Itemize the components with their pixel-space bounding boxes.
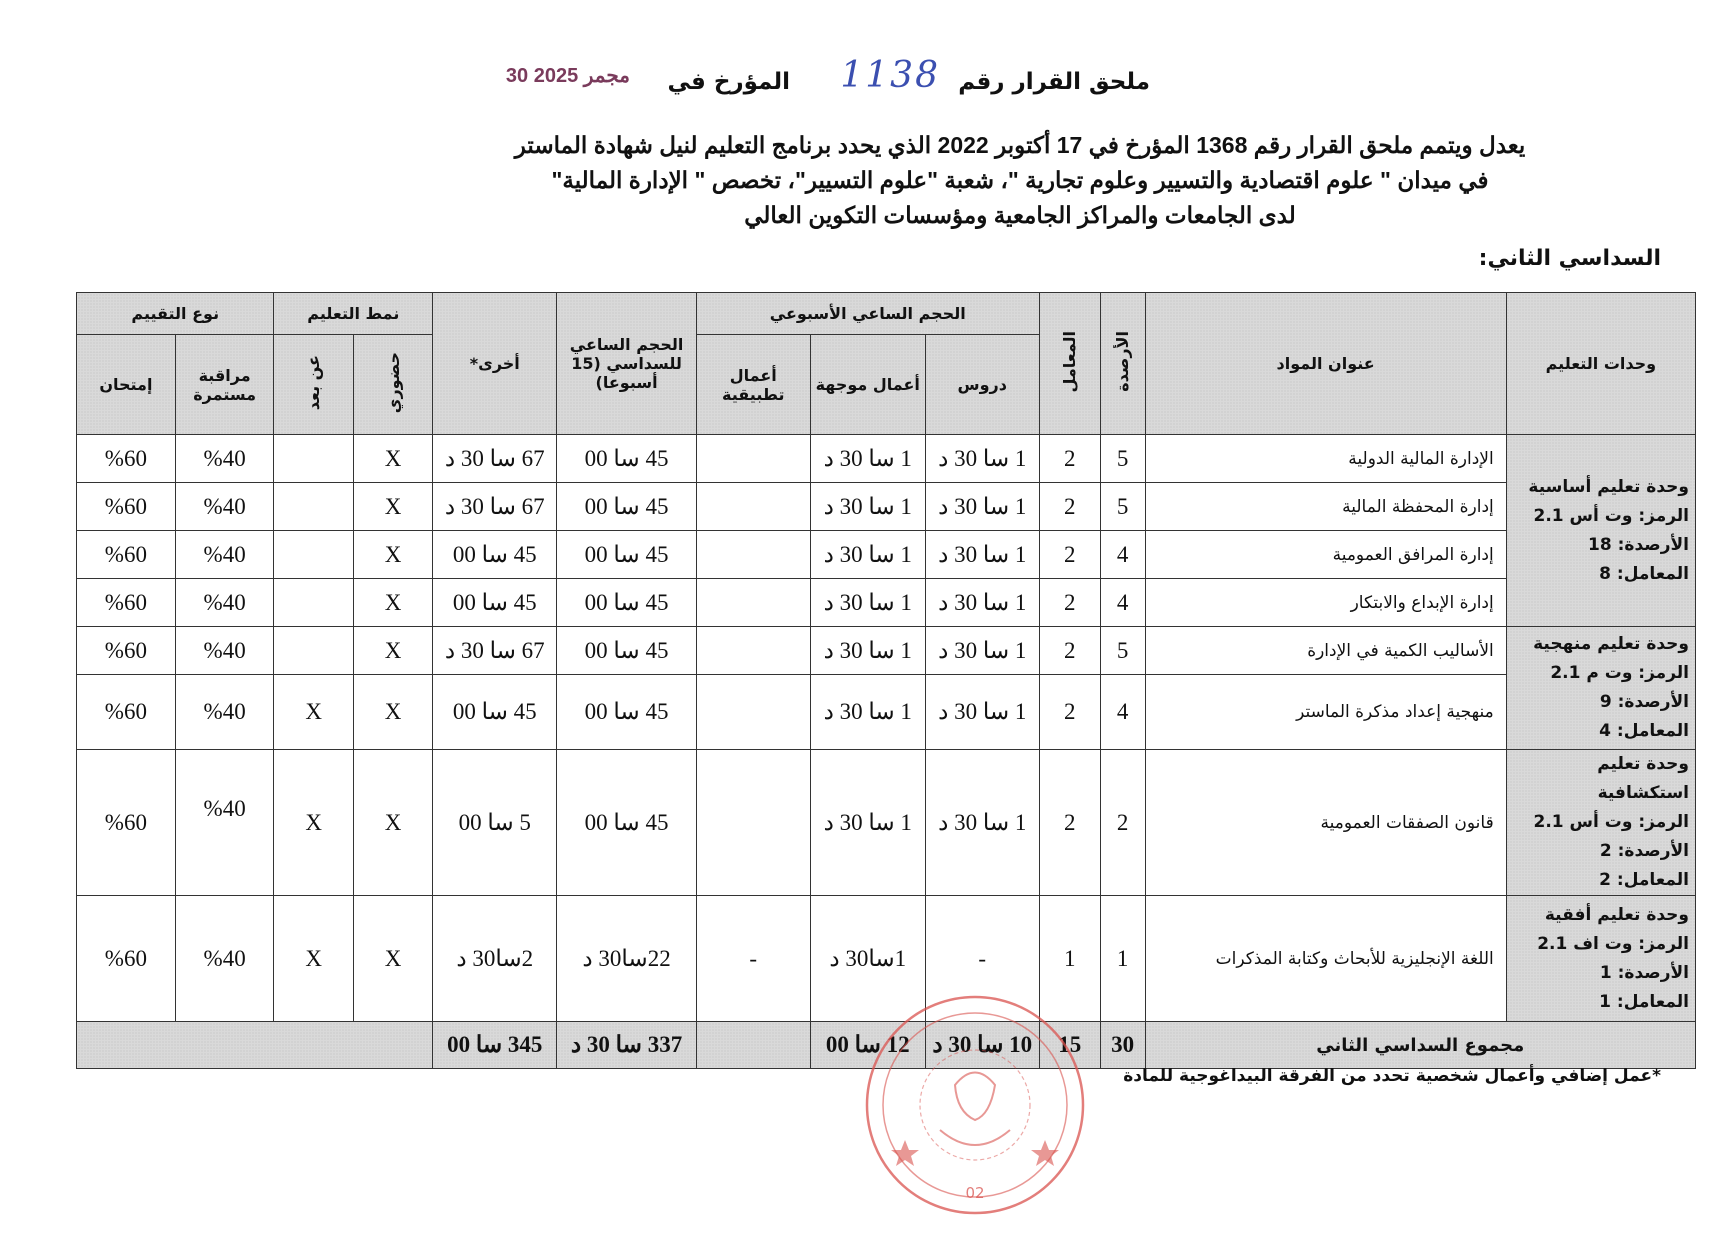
header-units: وحدات التعليم: [1506, 293, 1695, 435]
handwritten-decision-number: 1138: [840, 55, 940, 96]
coef-cell: 2: [1039, 579, 1100, 627]
other-cell: 67 سا 30 د: [433, 435, 557, 483]
footnote: *عمل إضافي وأعمال شخصية تحدد من الفرقة البيداغوجية للمادة: [1123, 1066, 1661, 1086]
tutorials-cell: 1 سا 30 د: [810, 675, 925, 750]
total-label: مجموع السداسي الثاني: [1145, 1022, 1696, 1069]
presential-cell: X: [353, 627, 432, 675]
presential-cell: X: [353, 750, 432, 896]
tutorials-cell: 1سا30 د: [810, 896, 925, 1022]
other-cell: 2سا30 د: [433, 896, 557, 1022]
coef-cell: 1: [1039, 896, 1100, 1022]
header-practicals: أعمال تطبيقية: [696, 335, 810, 435]
total-practicals: [696, 1022, 810, 1069]
coef-cell: 2: [1039, 483, 1100, 531]
title-line: في ميدان " علوم اقتصادية والتسيير وعلوم تجارية "، شعبة "علوم التسيير"، تخصص " الإدارة المالية": [551, 167, 1489, 193]
lectures-cell: 1 سا 30 د: [925, 579, 1039, 627]
header-subject: عنوان المواد: [1145, 293, 1506, 435]
credits-cell: 2: [1100, 750, 1145, 896]
subject-cell: إدارة المحفظة المالية: [1145, 483, 1506, 531]
header-lectures: دروس: [925, 335, 1039, 435]
table-row: [77, 750, 1696, 896]
table-row: [77, 579, 1696, 627]
continuous-cell: %40: [175, 483, 274, 531]
lectures-cell: 1 سا 30 د: [925, 675, 1039, 750]
credits-cell: 4: [1100, 579, 1145, 627]
presential-cell: X: [353, 675, 432, 750]
practicals-cell: [696, 627, 810, 675]
continuous-cell: %40: [175, 627, 274, 675]
header-continuous: مراقبة مستمرة: [175, 335, 274, 435]
exam-cell: %60: [77, 896, 176, 1022]
semester-volume-cell: 45 سا 00: [557, 531, 696, 579]
unit-cell: وحدة تعليم منهجية الرمز: وت م 2.1 الأرصدة: 9 المعامل: 4: [1506, 627, 1695, 750]
continuous-cell: %40: [175, 435, 274, 483]
semester-heading: السداسي الثاني:: [1478, 246, 1661, 271]
header-weekly-volume: الحجم الساعي الأسبوعي: [696, 293, 1039, 335]
seal-number: 02: [965, 1184, 985, 1202]
other-cell: 67 سا 30 د: [433, 627, 557, 675]
coef-cell: 2: [1039, 435, 1100, 483]
total-empty: [77, 1022, 433, 1069]
practicals-cell: [696, 531, 810, 579]
remote-cell: [274, 531, 353, 579]
tutorials-cell: 1 سا 30 د: [810, 627, 925, 675]
total-other: 345 سا 00: [433, 1022, 557, 1069]
practicals-cell: [696, 750, 810, 896]
credits-cell: 5: [1100, 435, 1145, 483]
credits-cell: 4: [1100, 675, 1145, 750]
presential-cell: X: [353, 896, 432, 1022]
lectures-cell: 1 سا 30 د: [925, 483, 1039, 531]
practicals-cell: -: [696, 896, 810, 1022]
other-cell: 45 سا 00: [433, 675, 557, 750]
table-row: [77, 435, 1696, 483]
total-tutorials: 12 سا 00: [810, 1022, 925, 1069]
stamped-date: 30 مجمر 2025: [505, 65, 630, 87]
semester-volume-cell: 45 سا 00: [557, 435, 696, 483]
subject-cell: قانون الصفقات العمومية: [1145, 750, 1506, 896]
exam-cell: %60: [77, 579, 176, 627]
remote-cell: [274, 579, 353, 627]
total-coef: 15: [1039, 1022, 1100, 1069]
credits-cell: 4: [1100, 531, 1145, 579]
subject-cell: منهجية إعداد مذكرة الماستر: [1145, 675, 1506, 750]
coef-cell: 2: [1039, 750, 1100, 896]
practicals-cell: [696, 435, 810, 483]
remote-cell: X: [274, 750, 353, 896]
header-remote: عن بعد: [274, 335, 353, 435]
coef-cell: 2: [1039, 627, 1100, 675]
coef-cell: 2: [1039, 675, 1100, 750]
subject-cell: الإدارة المالية الدولية: [1145, 435, 1506, 483]
tutorials-cell: 1 سا 30 د: [810, 750, 925, 896]
title-line: لدى الجامعات والمراكز الجامعية ومؤسسات التكوين العالي: [744, 202, 1296, 228]
semester-volume-cell: 45 سا 00: [557, 675, 696, 750]
unit-cell: وحدة تعليم أساسية الرمز: وت أس 2.1 الأرصدة: 18 المعامل: 8: [1506, 435, 1695, 627]
presential-cell: X: [353, 531, 432, 579]
presential-cell: X: [353, 435, 432, 483]
semester-volume-cell: 45 سا 00: [557, 483, 696, 531]
coef-cell: 2: [1039, 531, 1100, 579]
header-coefficient: المعامل: [1039, 293, 1100, 435]
lectures-cell: 1 سا 30 د: [925, 750, 1039, 896]
unit-cell: وحدة تعليم استكشافية الرمز: وت أس 2.1 الأرصدة: 2 المعامل: 2: [1506, 750, 1695, 896]
lectures-cell: 1 سا 30 د: [925, 435, 1039, 483]
semester-volume-cell: 22سا30 د: [557, 896, 696, 1022]
semester-volume-cell: 45 سا 00: [557, 750, 696, 896]
other-cell: 45 سا 00: [433, 531, 557, 579]
tutorials-cell: 1 سا 30 د: [810, 531, 925, 579]
practicals-cell: [696, 579, 810, 627]
table-row: [77, 627, 1696, 675]
remote-cell: [274, 435, 353, 483]
credits-cell: 5: [1100, 627, 1145, 675]
semester-volume-cell: 45 سا 00: [557, 627, 696, 675]
dated-label: المؤرخ في: [667, 69, 790, 95]
semester-volume-cell: 45 سا 00: [557, 579, 696, 627]
header-evaluation-type: نوع التقييم: [77, 293, 274, 335]
table-row: [77, 483, 1696, 531]
header-semester-volume: الحجم الساعي للسداسي (15 أسبوعا): [557, 293, 696, 435]
table-row: [77, 675, 1696, 750]
credits-cell: 1: [1100, 896, 1145, 1022]
remote-cell: [274, 627, 353, 675]
exam-cell: %60: [77, 750, 176, 896]
annex-label: ملحق القرار رقم: [958, 69, 1150, 95]
remote-cell: X: [274, 675, 353, 750]
header-exam: إمتحان: [77, 335, 176, 435]
remote-cell: X: [274, 896, 353, 1022]
lectures-cell: 1 سا 30 د: [925, 531, 1039, 579]
presential-cell: X: [353, 579, 432, 627]
header-tutorials: أعمال موجهة: [810, 335, 925, 435]
credits-cell: 5: [1100, 483, 1145, 531]
remote-cell: [274, 483, 353, 531]
title-line: يعدل ويتمم ملحق القرار رقم 1368 المؤرخ في 17 أكتوبر 2022 الذي يحدد برنامج التعليم لنيل شهادة الماستر: [514, 132, 1526, 158]
unit-cell: وحدة تعليم أفقية الرمز: وت اف 2.1 الأرصدة: 1 المعامل: 1: [1506, 896, 1695, 1022]
tutorials-cell: 1 سا 30 د: [810, 483, 925, 531]
annex-header: [470, 55, 1150, 110]
exam-cell: %60: [77, 483, 176, 531]
other-cell: 5 سا 00: [433, 750, 557, 896]
exam-cell: %60: [77, 435, 176, 483]
exam-cell: %60: [77, 675, 176, 750]
practicals-cell: [696, 483, 810, 531]
exam-cell: %60: [77, 627, 176, 675]
header-presential: حضوري: [353, 335, 432, 435]
continuous-cell: %40: [175, 675, 274, 750]
lectures-cell: 1 سا 30 د: [925, 627, 1039, 675]
subject-cell: إدارة المرافق العمومية: [1145, 531, 1506, 579]
table-row: [77, 531, 1696, 579]
total-lectures: 10 سا 30 د: [925, 1022, 1039, 1069]
continuous-cell: %40: [175, 531, 274, 579]
tutorials-cell: 1 سا 30 د: [810, 579, 925, 627]
continuous-cell: %40: [175, 896, 274, 1022]
document-title: [360, 128, 1680, 233]
curriculum-table: [76, 292, 1696, 1069]
continuous-cell: %40: [175, 750, 274, 896]
presential-cell: X: [353, 483, 432, 531]
lectures-cell: -: [925, 896, 1039, 1022]
total-credits: 30: [1100, 1022, 1145, 1069]
continuous-cell: %40: [175, 579, 274, 627]
official-seal-icon: [860, 990, 1090, 1220]
subject-cell: اللغة الإنجليزية للأبحاث وكتابة المذكرات: [1145, 896, 1506, 1022]
practicals-cell: [696, 675, 810, 750]
other-cell: 67 سا 30 د: [433, 483, 557, 531]
header-teaching-mode: نمط التعليم: [274, 293, 433, 335]
subject-cell: الأساليب الكمية في الإدارة: [1145, 627, 1506, 675]
header-other: أخرى*: [433, 293, 557, 435]
tutorials-cell: 1 سا 30 د: [810, 435, 925, 483]
exam-cell: %60: [77, 531, 176, 579]
other-cell: 45 سا 00: [433, 579, 557, 627]
total-semester-volume: 337 سا 30 د: [557, 1022, 696, 1069]
header-credits: الأرصدة: [1100, 293, 1145, 435]
subject-cell: إدارة الإبداع والابتكار: [1145, 579, 1506, 627]
